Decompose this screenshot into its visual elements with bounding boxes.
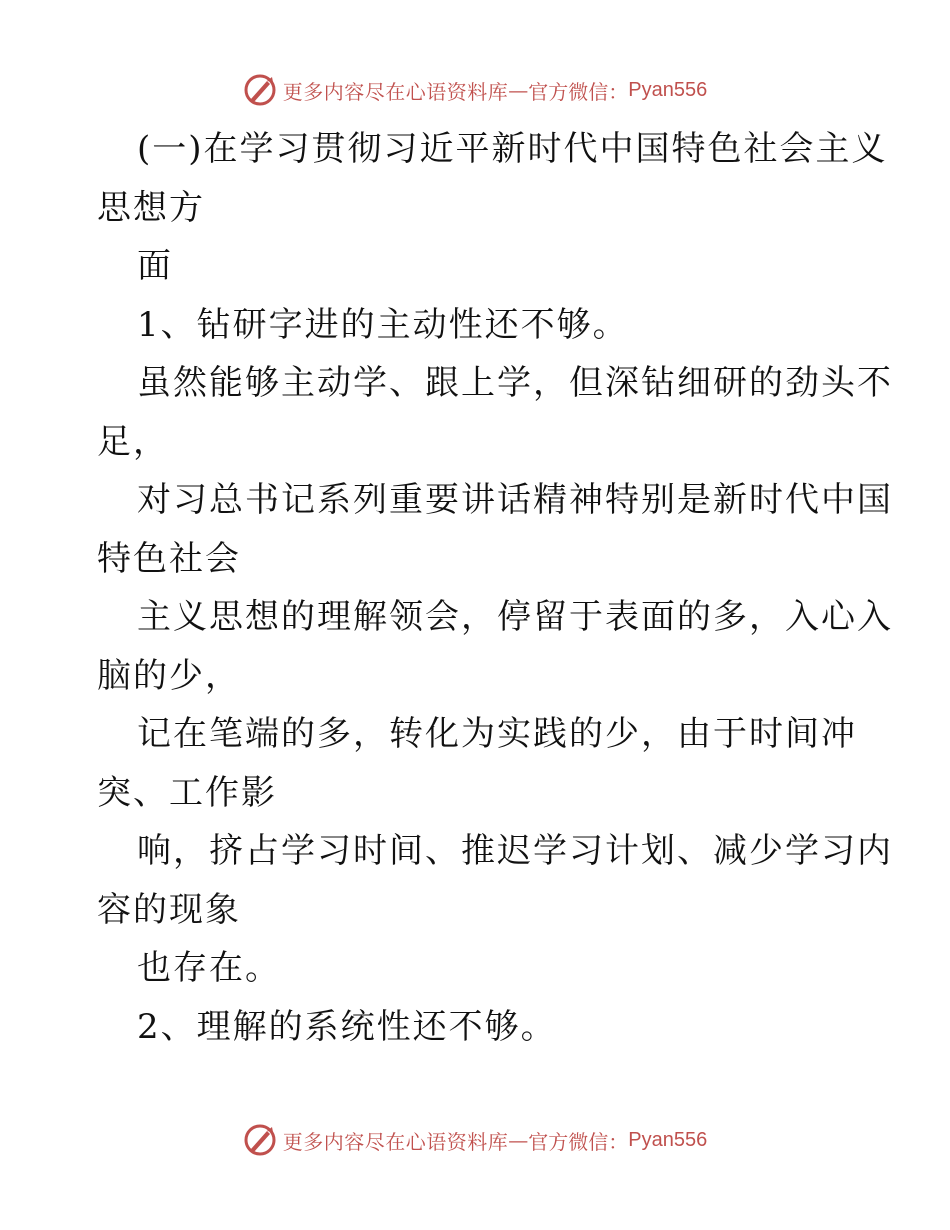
banner-text: 更多内容尽在心语资料库 [282,79,509,104]
body-line: 记在笔端的多，转化为实践的少，由于时间冲 [137,714,857,754]
banner-separator: — [508,78,529,102]
quill-pen-logo-icon [243,73,277,107]
banner-wechat-label: 官方微信： [528,1129,629,1154]
body-line: 特色社会 [97,538,241,579]
body-line: 突、工作影 [97,772,277,813]
banner-wechat-id: Pyan556 [628,78,708,101]
banner-wechat-label: 官方微信： [528,79,629,104]
body-line: 足， [97,421,169,462]
banner-wechat-id: Pyan556 [628,1128,708,1151]
body-line: 2、理解的系统性还不够。 [137,1006,557,1047]
header-banner [0,70,950,110]
footer-banner [0,1120,950,1160]
body-line: 容的现象 [97,889,241,930]
document-body [97,120,893,1056]
quill-pen-logo-icon [243,1123,277,1157]
body-line: 响，挤占学习时间、推迟学习计划、减少学习内 [137,831,893,871]
banner-separator: — [508,1128,529,1152]
body-line: 主义思想的理解领会，停留于表面的多，入心入 [137,597,893,637]
body-line: 也存在。 [137,948,281,988]
body-line: 思想方 [97,187,205,228]
banner-text: 更多内容尽在心语资料库 [282,1129,509,1154]
body-line: 面 [137,246,173,286]
body-line: 1、钻研字进的主动性还不够。 [137,304,629,345]
body-line: (一)在学习贯彻习近平新时代中国特色社会主义 [137,129,888,169]
body-line: 虽然能够主动学、跟上学，但深钻细研的劲头不 [137,363,893,403]
body-line: 脑的少， [97,655,241,696]
body-line: 对习总书记系列重要讲话精神特别是新时代中国 [137,480,893,520]
